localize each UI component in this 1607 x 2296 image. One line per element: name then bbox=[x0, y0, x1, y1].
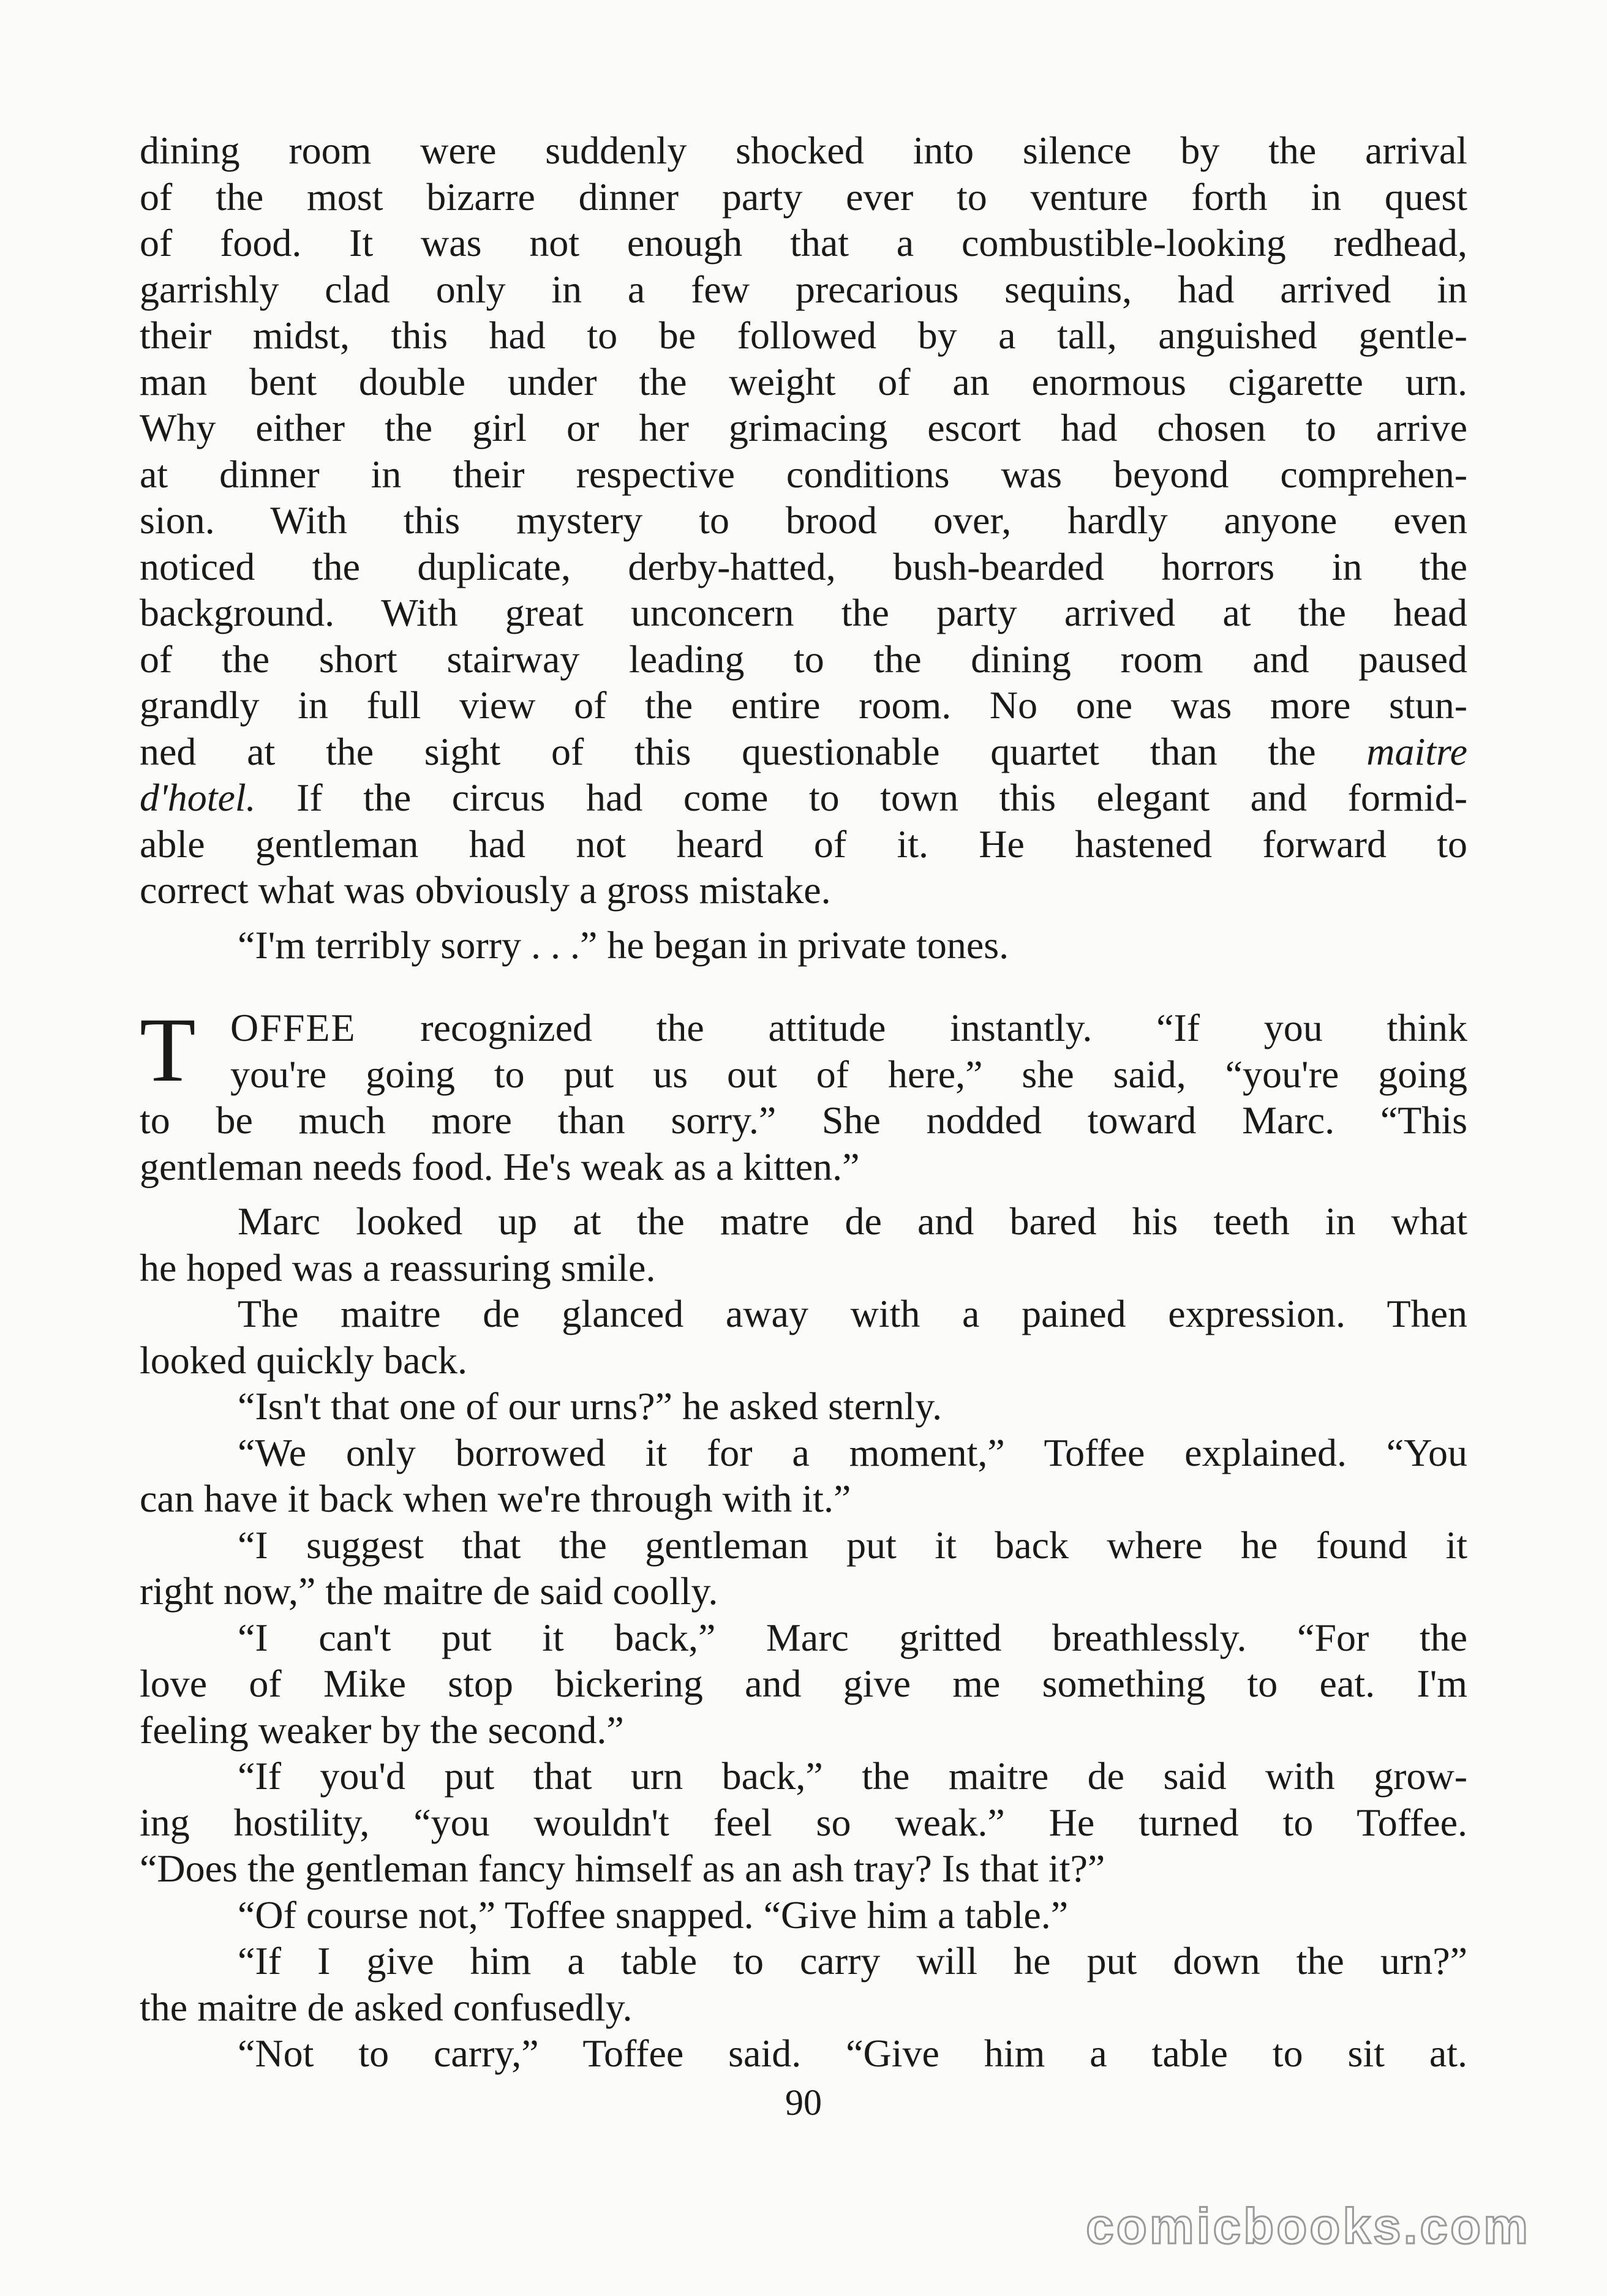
text-line: garrishly clad only in a few precarious sequins, had arrived in bbox=[140, 267, 1467, 311]
text-line: to be much more than sorry.” She nodded toward Marc. “This bbox=[140, 1098, 1467, 1142]
italic-term: maitre bbox=[1366, 729, 1467, 773]
text-line: “Not to carry,” Toffee said. “Give him a table to sit at. bbox=[238, 2032, 1467, 2075]
text-line: “I can't put it back,” Marc gritted breathlessly. “For the bbox=[238, 1615, 1467, 1659]
text-line: at dinner in their respective conditions was beyond comprehen- bbox=[140, 452, 1467, 496]
text-line: love of Mike stop bickering and give me something to eat. I'm bbox=[140, 1662, 1467, 1705]
text-line: “If I give him a table to carry will he put down the urn?” bbox=[238, 1939, 1467, 1983]
text-line: of the short stairway leading to the dining room and paused bbox=[140, 637, 1467, 681]
text-line: The maitre de glanced away with a pained expression. Then bbox=[238, 1292, 1467, 1335]
text-line: “Does the gentleman fancy himself as an ash tray? Is that it?” bbox=[140, 1847, 1105, 1890]
text-line: you're going to put us out of here,” she said, “you're going bbox=[230, 1052, 1467, 1096]
body-text bbox=[140, 127, 1467, 2077]
text-line: ing hostility, “you wouldn't feel so weak.” He turned to Toffee. bbox=[140, 1800, 1467, 1844]
text-line: right now,” the maitre de said coolly. bbox=[140, 1569, 718, 1613]
text-segment: If the circus had come to town this elegant and formid- bbox=[255, 776, 1467, 819]
text-line bbox=[140, 729, 1467, 775]
text-line: feeling weaker by the second.” bbox=[140, 1708, 624, 1752]
text-line: able gentleman had not heard of it. He hastened forward to bbox=[140, 822, 1467, 866]
text-segment: ned at the sight of this questionable quartet than the bbox=[140, 729, 1316, 773]
text-line: gentleman needs food. He's weak as a kitten.” bbox=[140, 1144, 860, 1188]
text-line: Marc looked up at the matre de and bared his teeth in what bbox=[238, 1199, 1467, 1243]
text-line: of the most bizarre dinner party ever to venture forth in quest bbox=[140, 174, 1467, 219]
watermark: comicbooks.com bbox=[1086, 2199, 1530, 2254]
text-line: sion. With this mystery to brood over, hardly anyone even bbox=[140, 498, 1467, 542]
text-line bbox=[140, 775, 1467, 821]
italic-term: d'hotel. bbox=[140, 776, 256, 819]
text-line: “We only borrowed it for a moment,” Toffee explained. “You bbox=[238, 1430, 1467, 1474]
text-line: looked quickly back. bbox=[140, 1338, 467, 1382]
paragraph bbox=[140, 127, 1467, 914]
smallcaps-word: OFFEE bbox=[230, 1006, 356, 1049]
text-line: noticed the duplicate, derby-hatted, bush-bearded horrors in the bbox=[140, 544, 1467, 588]
text-line: “Of course not,” Toffee snapped. “Give him a table.” bbox=[238, 1893, 1069, 1937]
text-line bbox=[140, 1005, 1467, 1051]
text-line: dining room were suddenly shocked into silence by the arrival bbox=[140, 129, 1467, 172]
drop-cap-paragraph bbox=[140, 999, 1467, 1190]
text-line: correct what was obviously a gross mistake. bbox=[140, 868, 831, 912]
text-line: man bent double under the weight of an enormous cigarette urn. bbox=[140, 359, 1467, 403]
text-line: can have it back when we're through with it.” bbox=[140, 1477, 851, 1520]
page-number: 90 bbox=[785, 2082, 822, 2123]
text-line: their midst, this had to be followed by a tall, anguished gentle- bbox=[140, 313, 1467, 357]
text-line: he hoped was a reassuring smile. bbox=[140, 1245, 656, 1289]
drop-cap: T bbox=[140, 999, 196, 1101]
text-line: the maitre de asked confusedly. bbox=[140, 1985, 633, 2029]
text-line: “If you'd put that urn back,” the maitre de said with grow- bbox=[238, 1754, 1467, 1798]
text-line: of food. It was not enough that a combustible-looking redhead, bbox=[140, 221, 1467, 264]
dialogue bbox=[140, 1198, 1467, 2077]
text-line: “I suggest that the gentleman put it back where he found it bbox=[238, 1523, 1467, 1567]
text-line: “Isn't that one of our urns?” he asked sternly. bbox=[238, 1384, 943, 1428]
text-line: grandly in full view of the entire room. No one was more stun- bbox=[140, 683, 1467, 727]
text-line: Why either the girl or her grimacing escort had chosen to arrive bbox=[140, 406, 1467, 449]
text-line: “I'm terribly sorry . . .” he began in private tones. bbox=[238, 923, 1009, 967]
text-segment: recognized the attitude instantly. “If you think bbox=[356, 1006, 1467, 1049]
text-line: background. With great unconcern the party arrived at the head bbox=[140, 591, 1467, 634]
